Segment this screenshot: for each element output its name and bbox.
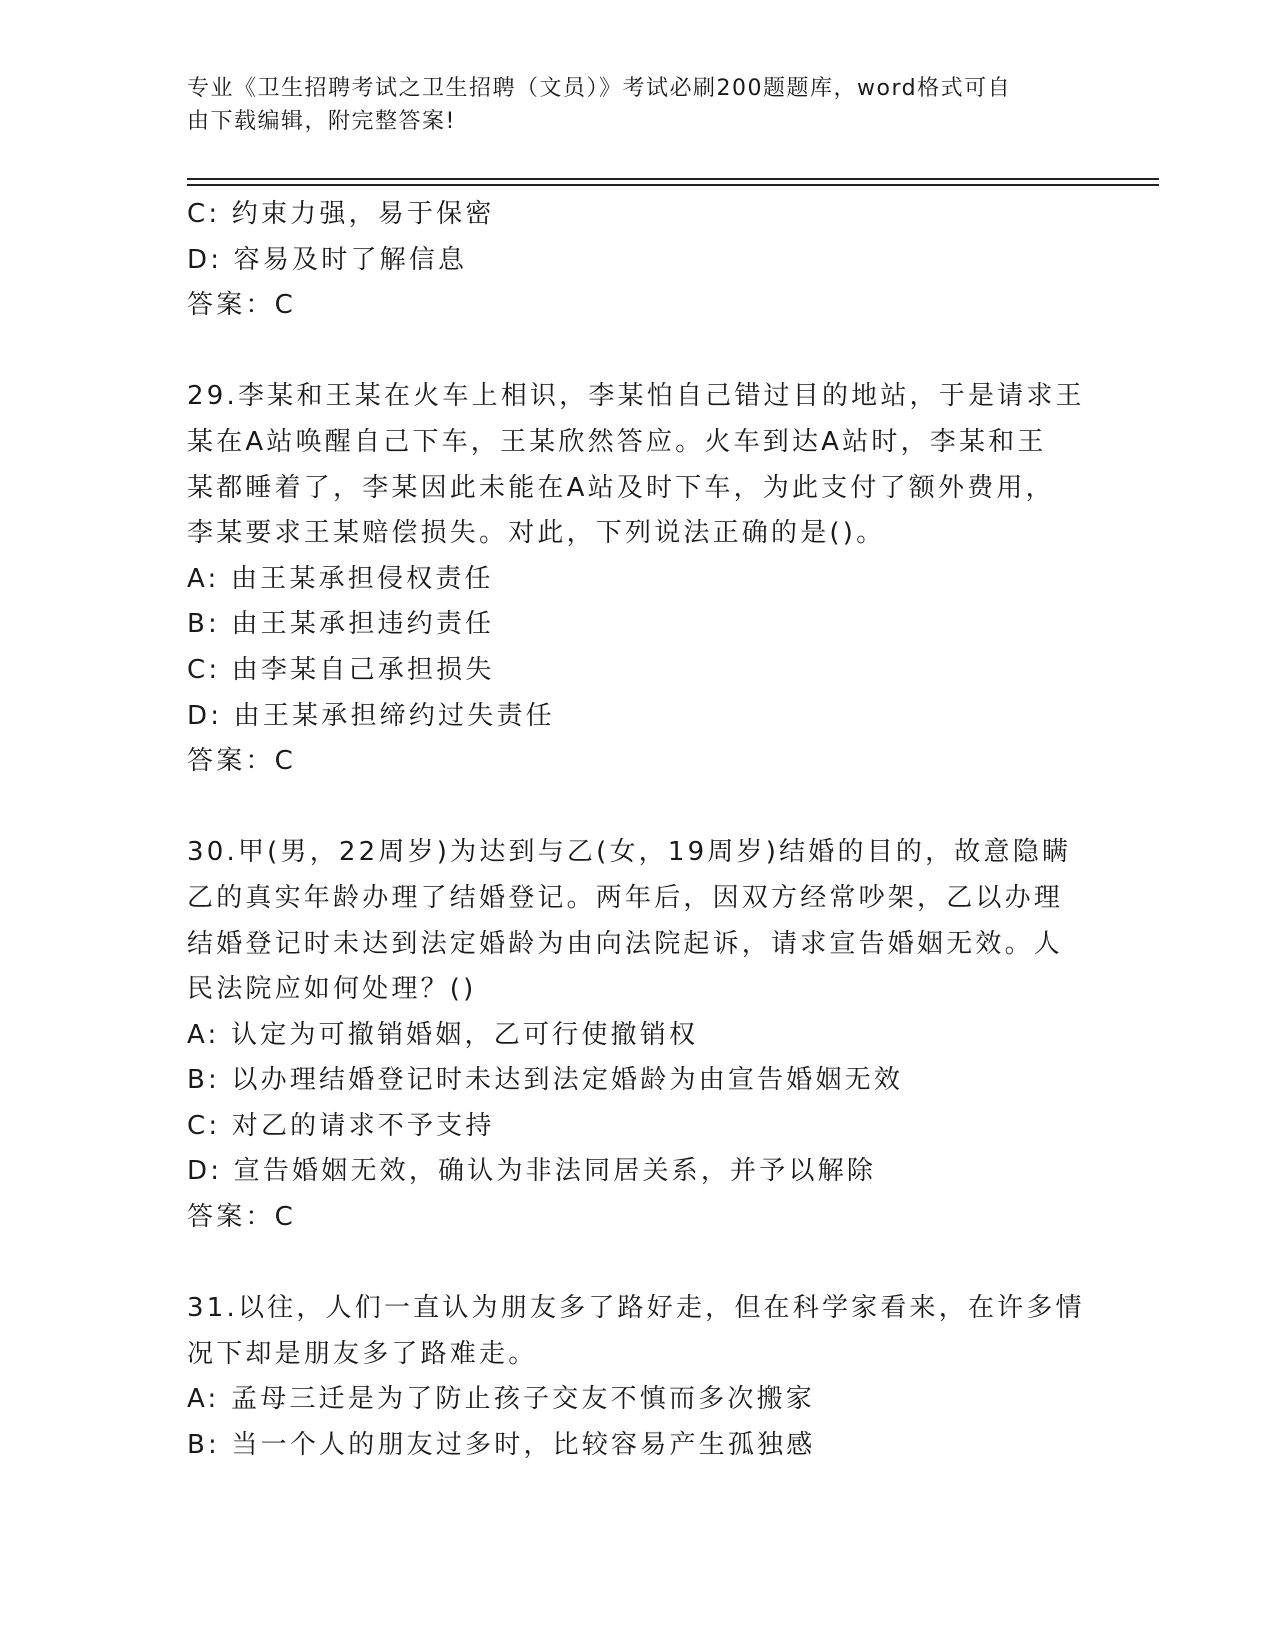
option-b: B: 以办理结婚登记时未达到法定婚龄为由宣告婚姻无效 [187, 1065, 904, 1096]
question-stem-line: 31.以往，人们一直认为朋友多了路好走，但在科学家看来，在许多情 [187, 1293, 1085, 1324]
spacer [187, 785, 1087, 831]
question-31 [187, 1286, 1087, 1468]
answer-line: 答案：C [187, 746, 296, 777]
question-stem-line: 30.甲(男，22周岁)为达到与乙(女，19周岁)结婚的目的，故意隐瞒 [187, 837, 1072, 868]
question-stem-line: 某都睡着了，李某因此未能在A站及时下车，为此支付了额外费用， [187, 472, 1055, 503]
option-d: D: 容易及时了解信息 [187, 244, 468, 275]
prev-question-tail [187, 192, 1087, 329]
answer-line: 答案：C [187, 290, 296, 321]
header-line-1: 专业《卫生招聘考试之卫生招聘（文员）》考试必刷200题题库，word格式可自 [187, 76, 1012, 101]
question-stem-line: 结婚登记时未达到法定婚龄为由向法院起诉，请求宣告婚姻无效。人 [187, 928, 1064, 959]
option-b: B: 当一个人的朋友过多时，比较容易产生孤独感 [187, 1430, 816, 1461]
question-stem-line: 某在A站唤醒自己下车，王某欣然答应。火车到达A站时，李某和王 [187, 426, 1047, 457]
question-30 [187, 830, 1087, 1240]
option-c: C: 由李某自己承担损失 [187, 654, 495, 685]
option-c: C: 对乙的请求不予支持 [187, 1110, 495, 1141]
header-line-2: 由下载编辑，附完整答案! [187, 109, 456, 134]
spacer [187, 1241, 1087, 1287]
header-rule-top [187, 178, 1159, 180]
option-c: C: 约束力强，易于保密 [187, 199, 495, 229]
question-stem-line: 李某要求王某赔偿损失。对此，下列说法正确的是()。 [187, 518, 886, 549]
option-b: B: 由王某承担违约责任 [187, 609, 495, 640]
question-stem-line: 况下却是朋友多了路难走。 [187, 1338, 538, 1369]
document-header [187, 72, 1087, 138]
option-a: A: 认定为可撤销婚姻，乙可行使撤销权 [187, 1019, 699, 1050]
option-a: A: 孟母三迁是为了防止孩子交友不慎而多次搬家 [187, 1384, 815, 1415]
spacer [187, 329, 1087, 375]
option-d: D: 宣告婚姻无效，确认为非法同居关系，并予以解除 [187, 1156, 877, 1187]
question-29 [187, 374, 1087, 784]
question-stem-line: 乙的真实年龄办理了结婚登记。两年后，因双方经常吵架，乙以办理 [187, 882, 1064, 913]
question-stem-line: 29.李某和王某在火车上相识，李某怕自己错过目的地站，于是请求王 [187, 381, 1085, 412]
header-rule-bottom [187, 184, 1159, 186]
option-a: A: 由王某承担侵权责任 [187, 563, 494, 594]
question-stem-line: 民法院应如何处理？() [187, 974, 477, 1005]
question-list [187, 192, 1087, 1469]
option-d: D: 由王某承担缔约过失责任 [187, 700, 555, 731]
answer-line: 答案：C [187, 1202, 296, 1233]
